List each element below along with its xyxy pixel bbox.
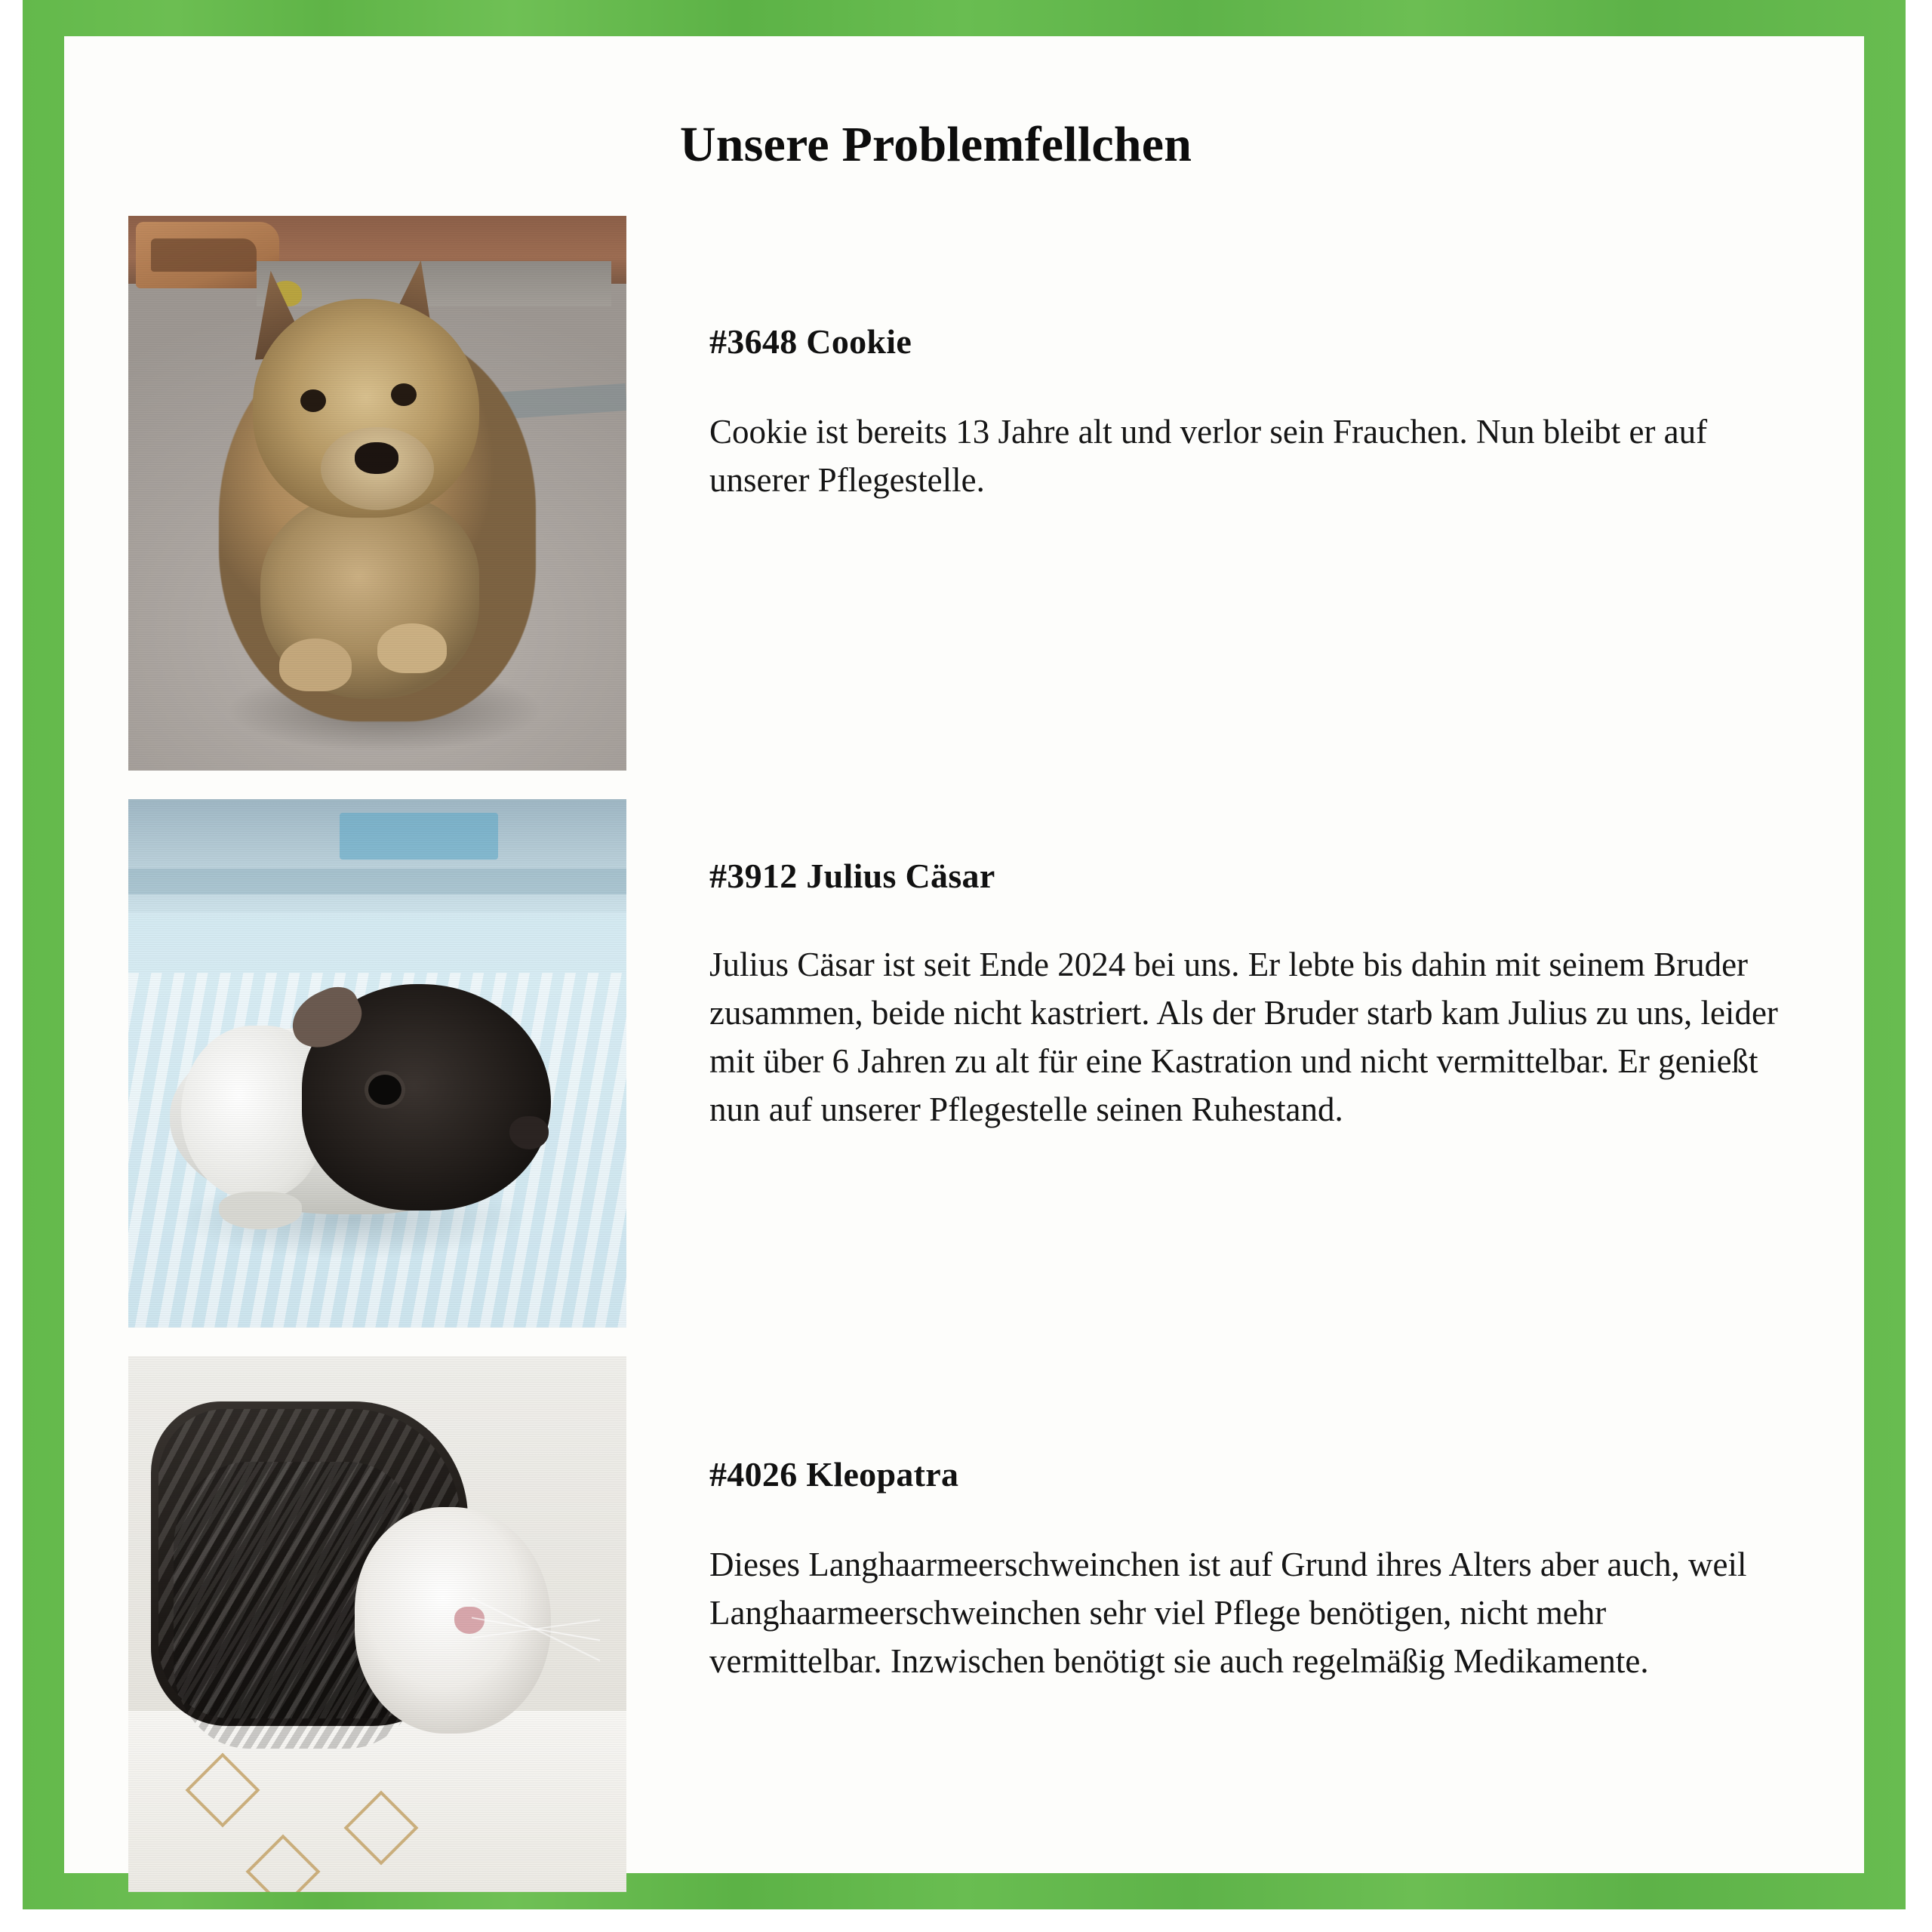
green-border-frame [23,0,1906,1909]
background-strip [340,813,498,860]
background-strip-secondary [128,869,626,894]
dog-nose [355,442,398,474]
guineapig-nose [509,1116,549,1149]
animal-photo-kleopatra [128,1356,626,1892]
list-item [128,799,1834,1327]
guineapig-whiskers [472,1583,600,1673]
animal-photo-cookie [128,216,626,771]
animal-photo-julius-caesar [128,799,626,1327]
dog-paw-left [279,638,352,691]
entry-description: Julius Cäsar ist seit Ende 2024 bei uns. Er lebte bis dahin mit seinem Bruder zusammen, beide nicht kastriert. Als der Bruder starb kam Julius zu uns, leider mit über 6 Jahren zu alt für eine Kastration und nicht vermittelbar. Er genießt nun auf unserer Pflegestelle seinen Ruhestand. [709,946,1778,1128]
entry-description: Dieses Langhaarmeerschweinchen ist auf Grund ihres Alters aber auch, weil Langhaarmeerschweinchen sehr viel Pflege benötigen, nicht mehr vermittelbar. Inzwischen benötigt sie auch regelmäßig Medikamente. [709,1546,1747,1680]
dog-eye-right [391,383,417,406]
guineapig-foot [219,1192,302,1229]
entry-text-block [626,216,1834,505]
entry-heading: #4026 Kleopatra [709,1455,959,1494]
document-content [128,74,1834,1850]
paper-sheet [64,36,1864,1873]
entry-heading: #3648 Cookie [709,322,912,361]
entry-description: Cookie ist bereits 13 Jahre alt und verlor sein Frauchen. Nun bleibt er auf unserer Pflegestelle. [709,413,1708,499]
tile-shape [257,261,611,306]
entries-list [128,216,1834,1892]
entry-text-block [626,799,1834,1134]
list-item [128,1356,1834,1892]
dog-eye-left [300,389,326,412]
entry-heading: #3912 Julius Cäsar [709,857,995,895]
entry-text-block [626,1356,1834,1686]
dog-paw-right [377,623,447,673]
list-item [128,216,1834,771]
page-title: Unsere Problemfellchen [679,117,1192,172]
guineapig-eye [368,1075,401,1105]
